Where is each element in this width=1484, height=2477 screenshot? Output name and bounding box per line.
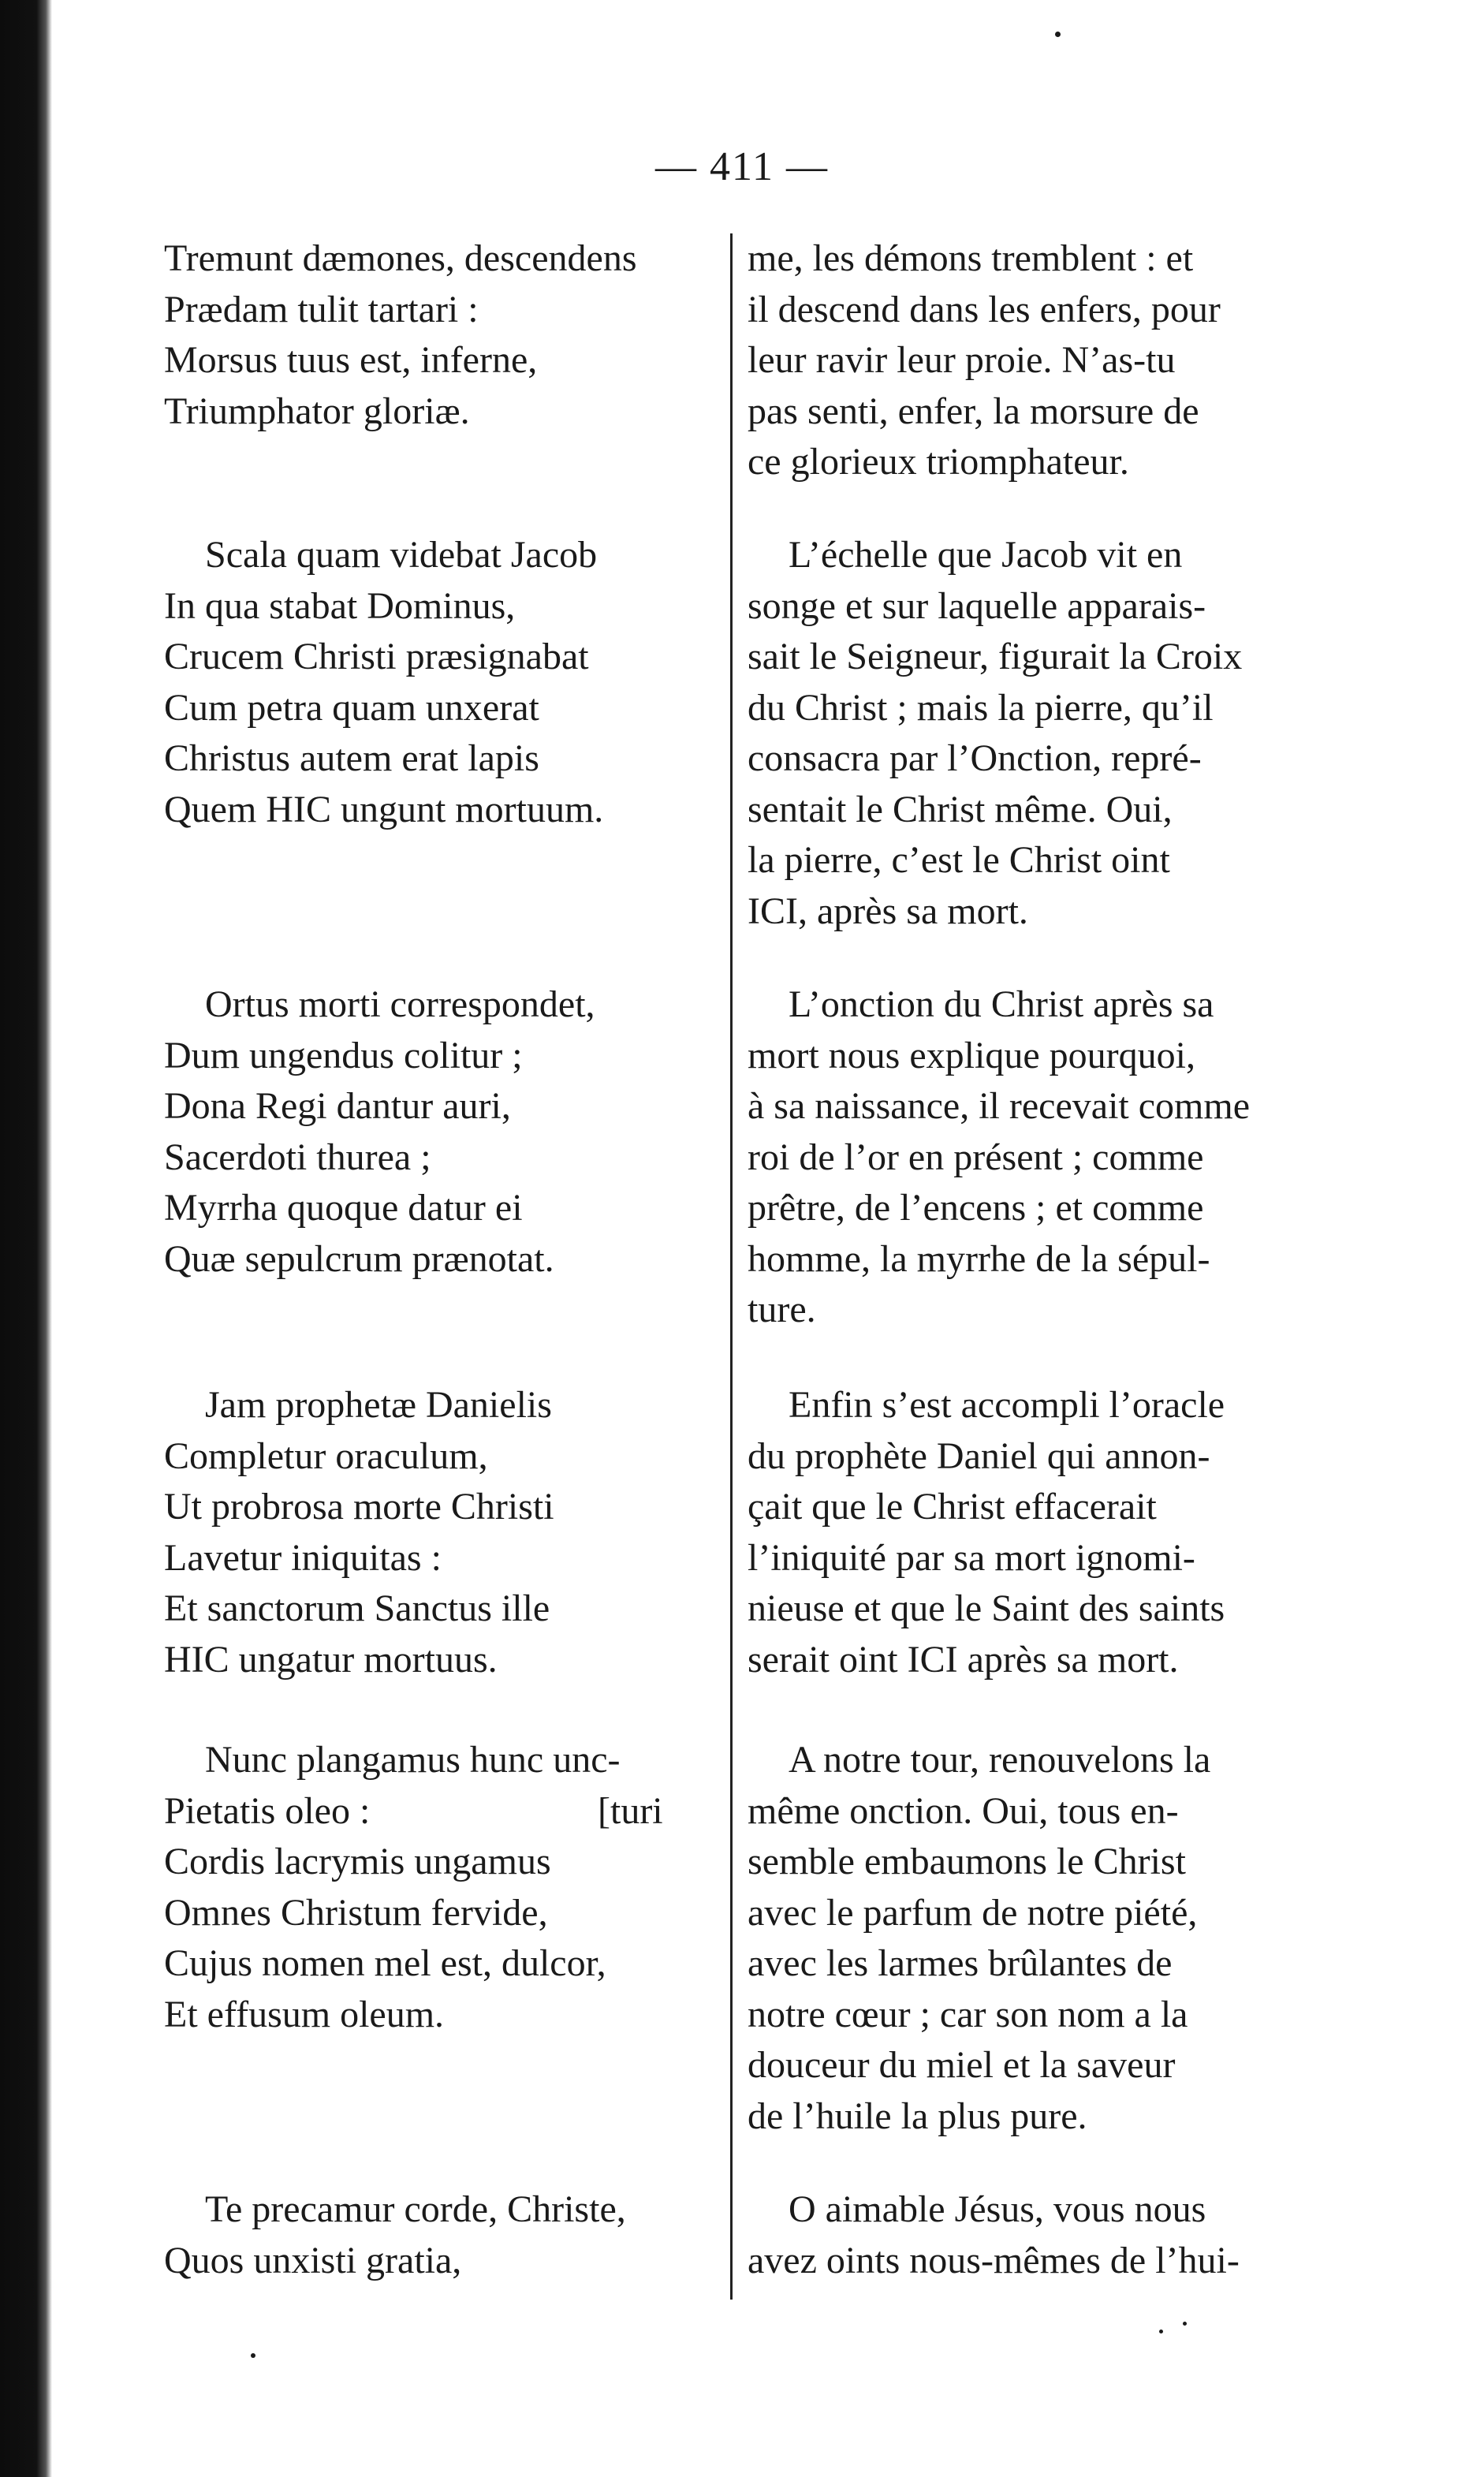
french-line: sentait le Christ même. Oui,	[748, 788, 1173, 830]
french-line: même onction. Oui, tous en-	[748, 1789, 1179, 1832]
latin-line: Scala quam videbat Jacob	[205, 534, 598, 576]
latin-line: Te precamur corde, Christe,	[205, 2188, 626, 2230]
french-line: Enfin s’est accompli l’oracle	[789, 1384, 1225, 1426]
latin-line: Jam prophetæ Danielis	[205, 1384, 552, 1426]
french-line: ture.	[748, 1289, 816, 1330]
latin-line: Myrrha quoque datur ei	[164, 1187, 523, 1229]
latin-line: Quos unxisti gratia,	[164, 2239, 462, 2281]
latin-line: Dona Regi dantur auri,	[164, 1085, 511, 1127]
french-line: L’onction du Christ après sa	[789, 983, 1214, 1025]
french-line: nieuse et que le Saint des saints	[748, 1587, 1225, 1629]
french-line: serait oint ICI après sa mort.	[748, 1638, 1179, 1681]
french-line: du prophète Daniel qui annon-	[748, 1434, 1210, 1477]
french-line: consacra par l’Onction, repré-	[748, 737, 1202, 779]
latin-line: Ut probrosa morte Christi	[164, 1486, 554, 1528]
latin-line: Dum ungendus colitur ;	[164, 1034, 523, 1076]
french-line: ce glorieux triomphateur.	[748, 441, 1129, 483]
latin-line: Ortus morti correspondet,	[205, 983, 595, 1025]
latin-line: Christus autem erat lapis	[164, 737, 539, 779]
latin-line: Cordis lacrymis ungamus	[164, 1841, 551, 1882]
ink-speck	[1159, 2330, 1163, 2333]
french-paragraph	[748, 1380, 1292, 1685]
french-line: douceur du miel et la saveur	[748, 2044, 1176, 2086]
latin-line: Omnes Christum fervide,	[164, 1891, 548, 1934]
french-line: çait que le Christ effacerait	[748, 1486, 1157, 1528]
french-paragraph	[748, 2184, 1292, 2286]
ink-speck	[1055, 32, 1061, 37]
french-line: il descend dans les enfers, pour	[748, 288, 1221, 330]
french-line: avec le parfum de notre piété,	[748, 1891, 1198, 1934]
french-line: me, les démons tremblent : et	[748, 237, 1194, 279]
latin-stanza	[164, 979, 716, 1285]
latin-line: Cujus nomen mel est, dulcor,	[164, 1942, 606, 1984]
latin-line	[164, 1786, 716, 1837]
french-line: du Christ ; mais la pierre, qu’il	[748, 686, 1214, 729]
latin-line: Et effusum oleum.	[164, 1993, 445, 2035]
latin-line: Morsus tuus est, inferne,	[164, 339, 538, 381]
latin-line: Triumphator gloriæ.	[164, 390, 470, 432]
french-line: avez oints nous-mêmes de l’hui-	[748, 2239, 1240, 2281]
ink-speck	[251, 2353, 255, 2358]
french-line: mort nous explique pourquoi,	[748, 1034, 1195, 1076]
latin-line: Quem HIC ungunt mortuum.	[164, 788, 604, 830]
french-line: A notre tour, renouvelons la	[789, 1739, 1211, 1781]
latin-line: Sacerdoti thurea ;	[164, 1136, 431, 1178]
french-line: sait le Seigneur, figurait la Croix	[748, 636, 1243, 677]
bracket-continuation: [turi	[598, 1789, 663, 1832]
latin-stanza	[164, 2184, 716, 2286]
french-line: ICI, après sa mort.	[748, 890, 1028, 932]
french-line: homme, la myrrhe de la sépul-	[748, 1237, 1210, 1280]
page-number: — 411 —	[654, 144, 830, 189]
column-divider	[730, 233, 733, 2300]
french-paragraph	[748, 979, 1292, 1336]
ink-speck	[1183, 2322, 1187, 2326]
latin-stanza	[164, 1380, 716, 1685]
french-paragraph	[748, 530, 1292, 937]
french-line: L’échelle que Jacob vit en	[789, 534, 1183, 576]
latin-stanza	[164, 530, 716, 835]
french-line: l’iniquité par sa mort ignomi-	[748, 1536, 1195, 1579]
latin-line: Quæ sepulcrum prænotat.	[164, 1237, 554, 1280]
french-paragraph	[748, 233, 1292, 488]
latin-line: Et sanctorum Sanctus ille	[164, 1587, 550, 1629]
book-spine-edge	[0, 0, 52, 2477]
french-line: O aimable Jésus, vous nous	[789, 2188, 1206, 2230]
french-line: prêtre, de l’encens ; et comme	[748, 1187, 1204, 1229]
french-line: la pierre, c’est le Christ oint	[748, 839, 1170, 881]
latin-line: Tremunt dæmones, descendens	[164, 237, 637, 279]
latin-line: Cum petra quam unxerat	[164, 686, 539, 729]
latin-line: Nunc plangamus hunc unc-	[205, 1739, 621, 1781]
latin-line: Prædam tulit tartari :	[164, 288, 479, 330]
french-line: songe et sur laquelle apparais-	[748, 584, 1206, 627]
latin-line-text: Pietatis oleo :	[164, 1789, 371, 1832]
latin-line: HIC ungatur mortuus.	[164, 1638, 498, 1681]
french-line: leur ravir leur proie. N’as-tu	[748, 339, 1176, 381]
french-line: pas senti, enfer, la morsure de	[748, 390, 1199, 432]
french-line: à sa naissance, il recevait comme	[748, 1085, 1251, 1127]
french-line: roi de l’or en présent ; comme	[748, 1136, 1204, 1178]
french-line: avec les larmes brûlantes de	[748, 1942, 1173, 1984]
latin-stanza	[164, 233, 716, 437]
french-line: de l’huile la plus pure.	[748, 2095, 1087, 2137]
latin-stanza	[164, 1735, 716, 2040]
french-line: notre cœur ; car son nom a la	[748, 1993, 1188, 2035]
latin-line: Crucem Christi præsignabat	[164, 636, 589, 677]
french-paragraph	[748, 1735, 1292, 2142]
latin-line: In qua stabat Dominus,	[164, 584, 516, 627]
latin-line: Completur oraculum,	[164, 1434, 488, 1477]
french-line: semble embaumons le Christ	[748, 1841, 1186, 1882]
latin-line: Lavetur iniquitas :	[164, 1536, 442, 1579]
